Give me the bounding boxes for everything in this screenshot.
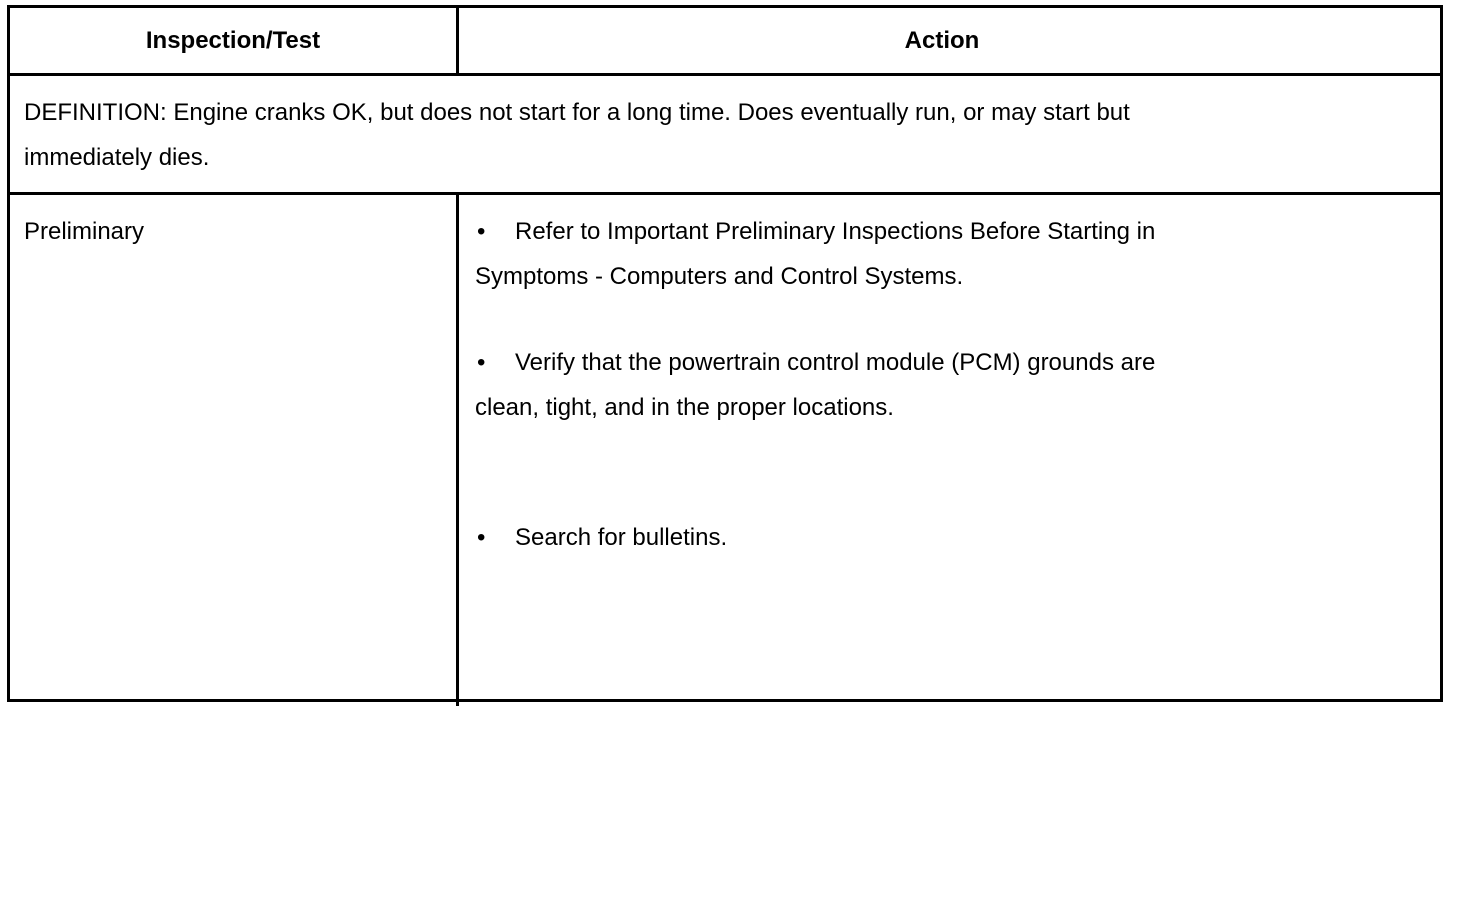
body-column-divider	[456, 193, 459, 706]
action-item-verify	[475, 341, 1155, 385]
action-item-refer-continued	[475, 255, 963, 299]
action-item-search	[475, 516, 727, 560]
action-text-line2: clean, tight, and in the proper locations.	[475, 394, 894, 421]
action-text-line1: Verify that the powertrain control module (PCM) grounds are	[515, 349, 1156, 376]
bullet-marker: •	[477, 218, 486, 245]
definition-divider	[7, 192, 1443, 195]
inspection-preliminary: Preliminary	[24, 218, 145, 245]
action-text-line2: Symptoms - Computers and Control Systems.	[475, 263, 964, 290]
header-divider	[7, 73, 1443, 76]
action-text-line1: Refer to Important Preliminary Inspections Before Starting in	[515, 218, 1156, 245]
bullet-marker: •	[477, 349, 486, 376]
action-item-verify-continued	[475, 386, 894, 430]
definition-text-line2: immediately dies.	[24, 144, 210, 171]
definition-text-line1: DEFINITION: Engine cranks OK, but does not start for a long time. Does eventually run, or may start but	[24, 99, 1130, 126]
header-inspection-test: Inspection/Test	[145, 27, 321, 54]
action-text-line1: Search for bulletins.	[515, 524, 728, 551]
header-action: Action	[904, 27, 980, 54]
bullet-marker: •	[477, 524, 486, 551]
action-item-refer	[475, 210, 1155, 254]
